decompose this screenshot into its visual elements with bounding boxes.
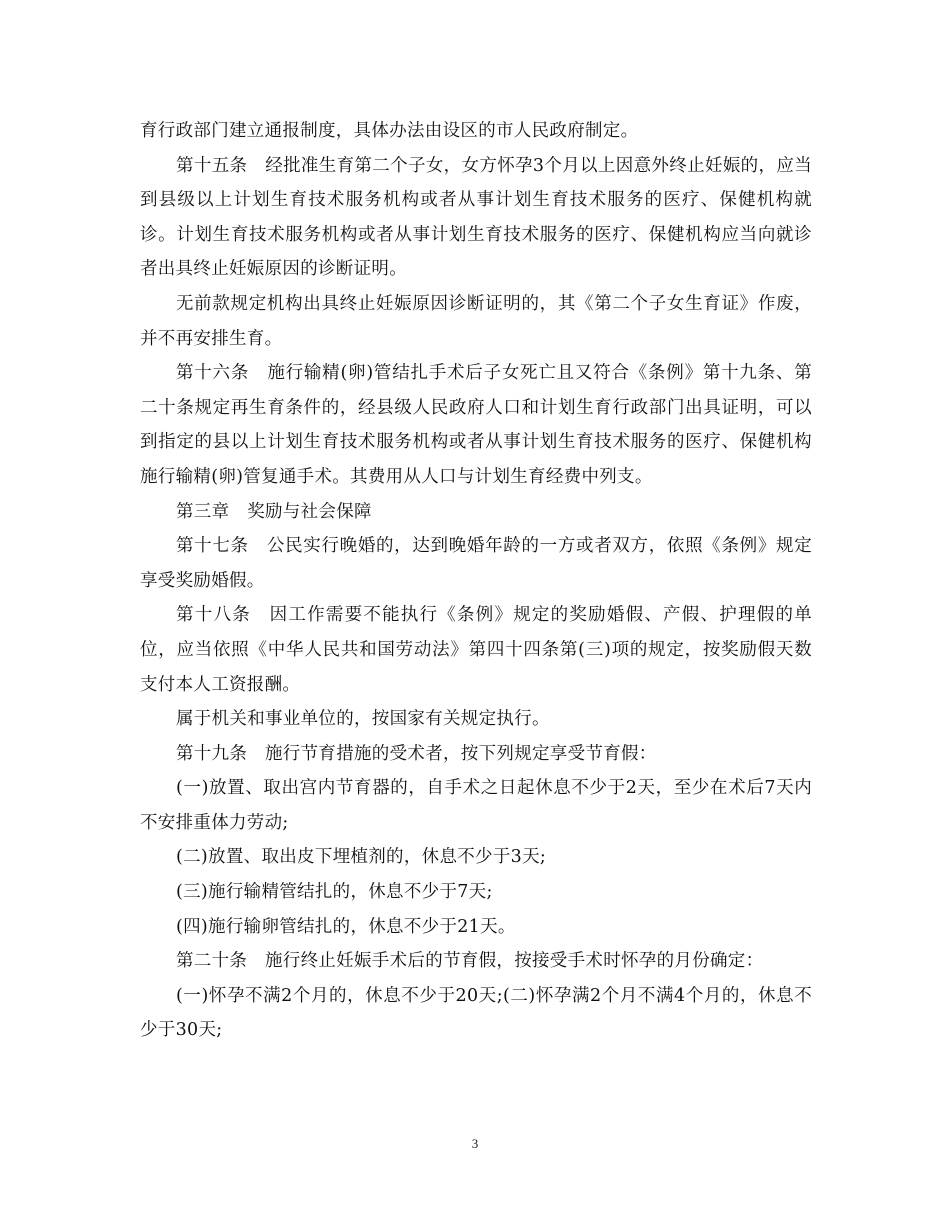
paragraph: 属于机关和事业单位的，按国家有关规定执行。 [176,709,550,730]
list-item: (一)放置、取出宫内节育器的，自手术之日起休息不少于2天，至少在术后7天内不安排重体力劳动; [140,778,812,833]
paragraph: 无前款规定机构出具终止妊娠原因诊断证明的，其《第二个子女生育证》作废，并不再安排生育。 [140,293,812,349]
paragraph: 育行政部门建立通报制度，具体办法由设区的市人民政府制定。 [140,121,639,141]
paragraph-article-20: 第二十条 施行终止妊娠手术后的节育假，按接受手术时怀孕的月份确定： [176,951,764,972]
paragraph-article-19: 第十九条 施行节育措施的受术者，按下列规定享受节育假： [176,743,657,764]
chapter-heading: 第三章 奖励与社会保障 [176,501,372,522]
list-item: (一)怀孕不满2个月的，休息不少于20天;(二)怀孕满2个月不满4个月的，休息不少于30天; [140,985,812,1041]
list-item: (二)放置、取出皮下埋植剂的，休息不少于3天; [176,847,547,868]
paragraph-article-18: 第十八条 因工作需要不能执行《条例》规定的奖励婚假、产假、护理假的单位，应当依照《中华人民共和国劳动法》第四十四条第(三)项的规定，按奖励假天数支付本人工资报酬。 [140,605,812,695]
list-item: (四)施行输卵管结扎的，休息不少于21天。 [176,916,516,937]
paragraph-article-15: 第十五条 经批准生育第二个子女，女方怀孕3个月以上因意外终止妊娠的，应当到县级以上计划生育技术服务机构或者从事计划生育技术服务的医疗、保健机构就诊。计划生育技术服务机构或者从事计划生育技术服务的医疗、保健机构应当向就诊者出具终止妊娠原因的诊断证明。 [140,155,812,280]
paragraph-article-17: 第十七条 公民实行晚婚的，达到晚婚年龄的一方或者双方，依照《条例》规定享受奖励婚假。 [140,536,812,591]
paragraph-article-16: 第十六条 施行输精(卵)管结扎手术后子女死亡且又符合《条例》第十九条、第二十条规定再生育条件的，经县级人民政府人口和计划生育行政部门出具证明，可以到指定的县以上计划生育技术服务机构或者从事计划生育技术服务的医疗、保健机构施行输精(卵)管复通手术。其费用从人口与计划生育经费中列支。 [140,363,812,487]
list-item: (三)施行输精管结扎的，休息不少于7天; [176,882,493,903]
document-body [140,114,812,1048]
page-number: 3 [471,1136,479,1151]
